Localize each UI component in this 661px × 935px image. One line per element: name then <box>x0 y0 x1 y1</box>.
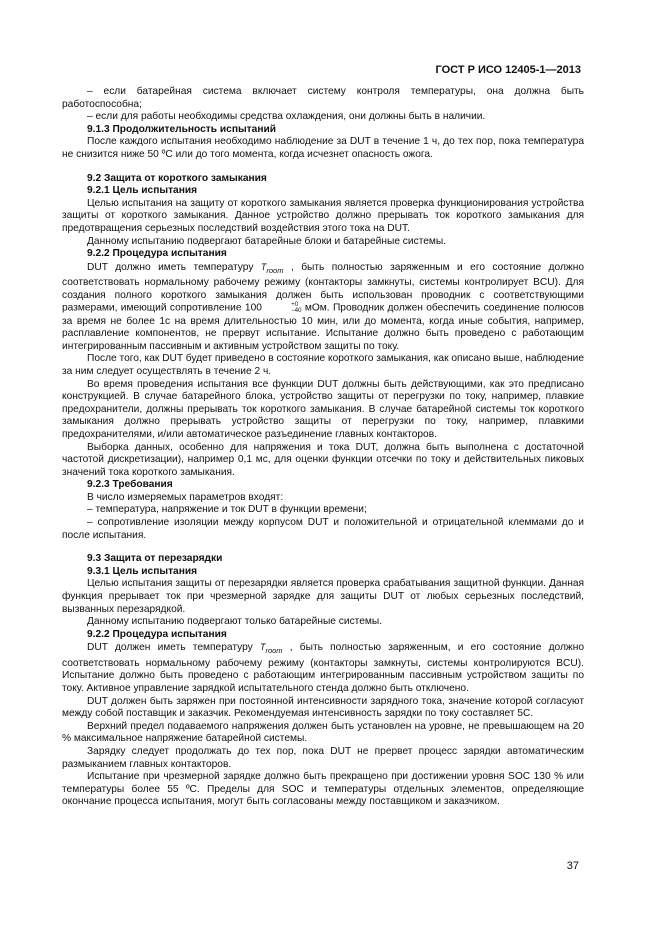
section-heading: 9.3.1 Цель испытания <box>87 565 198 577</box>
paragraph: Выборка данных, особенно для напряжения и тока DUT, должна быть выполнена с достаточной частотой дискретизации), например 0,1 мс, для оценки функции отсечки по току и действительных пиковых значений тока короткого замыкания. <box>62 441 584 478</box>
section-heading: 9.2.2 Процедура испытания <box>87 248 227 260</box>
paragraph: После того, как DUT будет приведено в состояние короткого замыкания, как описано выше, наблюдение за ним следует осуществлять в течение 2 ч. <box>62 353 584 377</box>
t-room-symbol: $T_{room}$ <box>260 261 284 275</box>
paragraph: Целью испытания защиты от перезарядки является проверка срабатывания защитной функции. Данная функция прерывает ток при чрезмерной зарядке для защиты DUT от любых серьезных последствий, вызванных перезарядкой. <box>62 578 584 615</box>
paragraph: Во время проведения испытания все функции DUT должны быть действующими, как это предписано конструкцией. В случае батарейного блока, устройство защиты от перегрузки по току, например, плавкие предохранители, должны прерывать ток короткого замыкания. В случае батарейной системы ток короткого замыкания должно прерывать устройство защиты от перегрузки по току, например, плавкими предохранителями, и/или автоматическое разъединение главных контакторов. <box>62 378 584 440</box>
section-heading: 9.2 Защита от короткого замыкания <box>87 172 267 184</box>
paragraph: – если батарейная система включает систему контроля температуры, она должна быть работоспособна; <box>62 86 584 110</box>
paragraph: – сопротивление изоляции между корпусом DUT и положительной и отрицательной клеммами до и после испытания. <box>62 517 584 541</box>
t-room-symbol: $T_{room}$ <box>259 642 283 656</box>
paragraph: DUT должен быть заряжен при постоянной интенсивности зарядного тока, значение которой согласуют между собой поставщик и заказчик. Рекомендуемая интенсивность зарядки по току составляет 5C. <box>62 695 584 720</box>
paragraph: Зарядку следует продолжать до тех пор, пока DUT не прервет процесс зарядки автоматическим размыканием главных контакторов. <box>62 745 584 770</box>
paragraph: Испытание при чрезмерной зарядке должно быть прекращено при достижении уровня SOC 130 % или температуры более 55 ºС. Пределы для SOC и температуры отдельных элементов, определяющие окончание процесса испытания, могут быть согласованы между поставщиком и заказчиком. <box>62 771 584 808</box>
section-heading: 9.2.3 Требования <box>87 479 173 491</box>
document-code: ГОСТ Р ИСО 12405-1—2013 <box>435 64 581 76</box>
paragraph: Данному испытанию подвергают батарейные блоки и батарейные системы. <box>87 235 447 247</box>
tolerance: +0 −40 <box>291 302 302 315</box>
section-heading: 9.2.2 Процедура испытания <box>87 628 227 640</box>
paragraph: DUT должен иметь температуру $T_{room}$ , быть полностью заряженным, и его состояние должно соответствовать нормальному рабочему режиму (контакторы замкнуты, системы контролируются BCU). Испытание должно быть проведено с работающим интегрированным пассивным устройством защиты по току. Активное управление зарядкой испытательного стенда должно быть отключено. <box>62 642 585 694</box>
paragraph: Данному испытанию подвергают только батарейные системы. <box>87 616 383 628</box>
paragraph: Целью испытания на защиту от короткого замыкания является проверка функционирования устройства защиты от короткого замыкания. Данное устройство должно прерывать ток короткого замыкания для предотвращения серьезных последствий воздействия этого тока на DUT. <box>62 197 584 234</box>
paragraph: После каждого испытания необходимо наблюдение за DUT в течение 1 ч, до тех пор, пока температура не снизится ниже 50 ºС или до того момента, когда исчезнет опасность ожога. <box>62 136 584 160</box>
section-heading: 9.1.3 Продолжительность испытаний <box>87 123 277 135</box>
paragraph: В число измеряемых параметров входят: <box>87 491 284 503</box>
page-number: 37 <box>566 860 579 872</box>
paragraph: DUT должно иметь температуру $T_{room}$ , быть полностью заряженным и его состояние должно соответствовать нормальному рабочему режиму (контакторы замкнуты, системы контролирует BCU). Для создания полного короткого замыкания должен быть использован проводник с соответствующими размерами, имеющий сопротивление 100 +0 −40 мОм. Проводник должен обеспечить соединение полюсов за время не более 1с на время длительностью 10 мин, или до момента, когда иные события, например, расплавление компонентов, не прервут испытание. Испытание должно быть проведено с работающим интегрированным пассивным и активным устройством защиты по току. <box>62 261 584 352</box>
paragraph: Верхний предел подаваемого напряжения должен быть установлен на уровне, не превышающем на 20 % максимальное напряжение батарейной системы. <box>62 720 584 745</box>
document-body <box>62 86 584 809</box>
paragraph: – температура, напряжение и ток DUT в функции времени; <box>87 504 367 516</box>
section-heading: 9.3 Защита от перезарядки <box>87 553 223 565</box>
paragraph: – если для работы необходимы средства охлаждения, они должны быть в наличии. <box>87 111 486 123</box>
section-heading: 9.2.1 Цель испытания <box>87 185 198 197</box>
